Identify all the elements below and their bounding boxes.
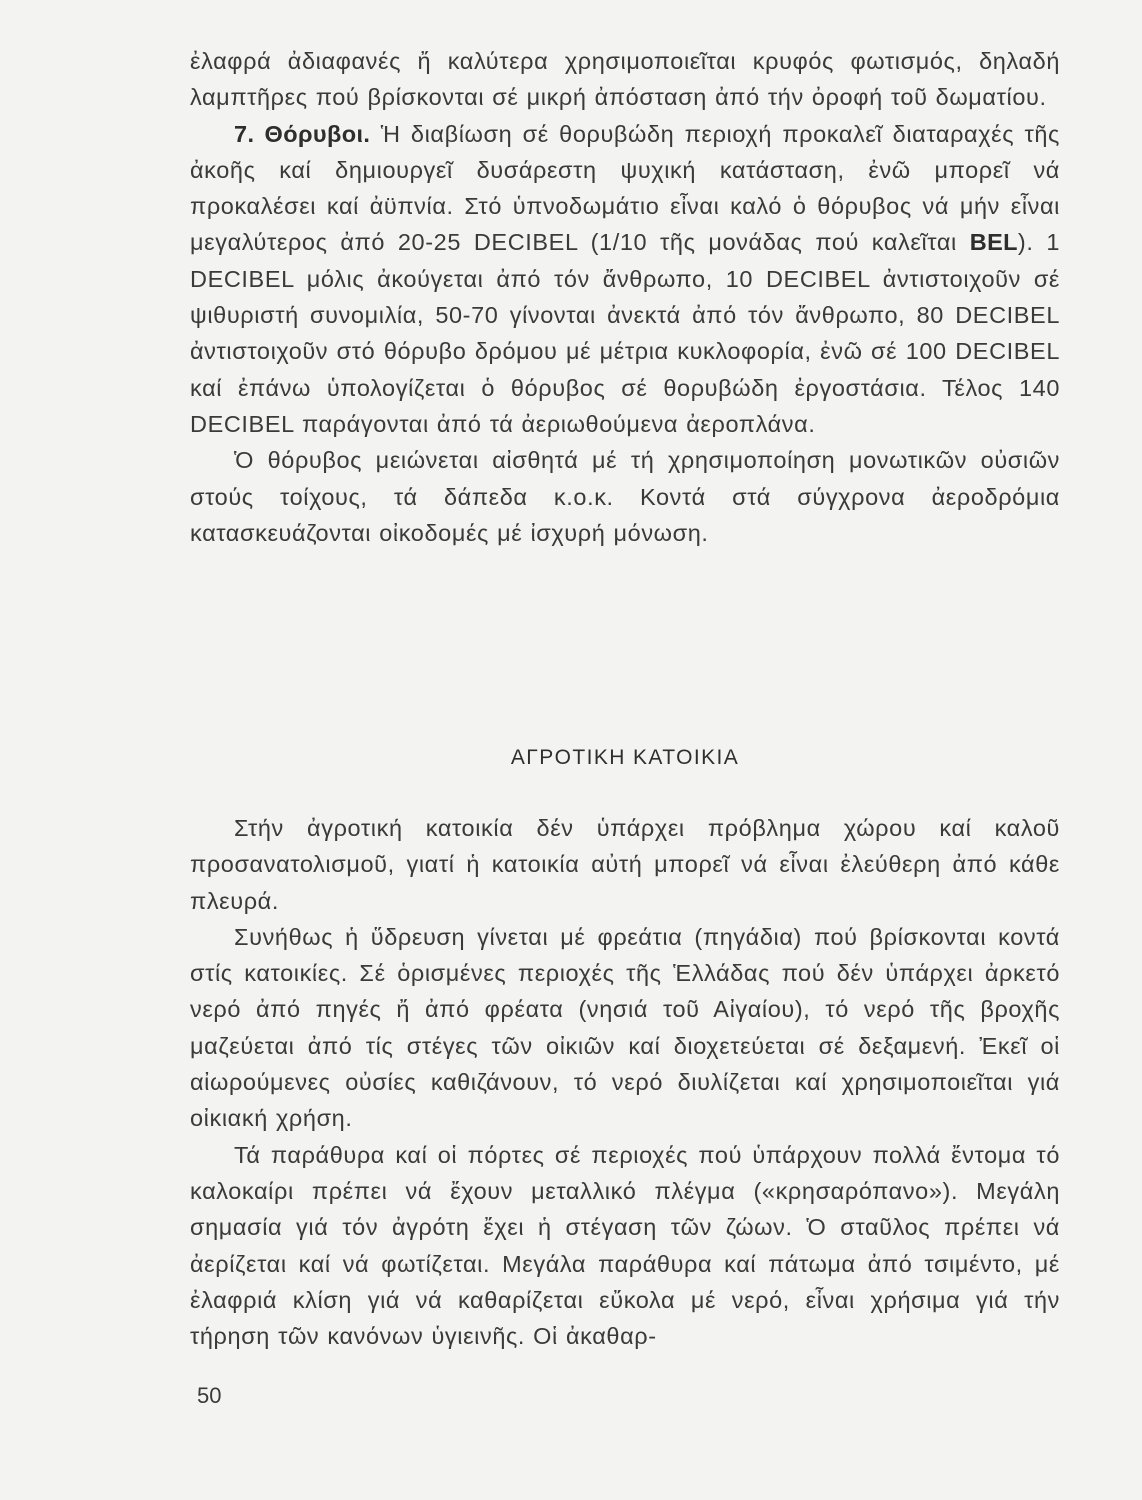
- rural-housing-section: [190, 810, 1060, 1354]
- paragraph-noise: [190, 116, 1060, 443]
- paragraph-windows-stables: Τά παράθυρα καί οἱ πόρτες σέ περιοχές πού ὑπάρχουν πολλά ἔντομα τό καλοκαίρι πρέπει νά ἔχουν μεταλλικό πλέγμα («κρησαρόπανο»). Μεγάλη σημασία γιά τόν ἀγρότη ἔχει ἡ στέγαση τῶν ζώων. Ὁ σταῦλος πρέπει νά ἀερίζεται καί νά φωτίζεται. Μεγάλα παράθυρα καί πάτωμα ἀπό τσιμέντο, μέ ἐλαφριά κλίση γιά νά καθαρίζεται εὔκολα μέ νερό, εἶναι χρήσιμα γιά τήν τήρηση τῶν κανόνων ὑγιεινῆς. Οἱ ἀκαθαρ-: [190, 1141, 1060, 1350]
- page-number: 50: [197, 1383, 222, 1408]
- paragraph-lighting-continuation: ἐλαφρά ἀδιαφανές ἤ καλύτερα χρησιμοποιεῖται κρυφός φωτισμός, δηλαδή λαμπτῆρες πού βρίσκονται σέ μικρή ἀπόσταση ἀπό τήν ὀροφή τοῦ δωματίου.: [190, 48, 1060, 111]
- section-heading: ΑΓΡΟΤΙΚΗ ΚΑΤΟΙΚΙΑ: [510, 746, 740, 769]
- top-text-section: [190, 43, 1060, 551]
- paragraph-water-supply: Συνήθως ἡ ὕδρευση γίνεται μέ φρεάτια (πηγάδια) πού βρίσκονται κοντά στίς κατοικίες. Σέ ὁρισμένες περιοχές τῆς Ἑλλάδας πού δέν ὑπάρχει ἀρκετό νερό ἀπό πηγές ἤ ἀπό φρέατα (νησιά τοῦ Αἰγαίου), τό νερό τῆς βροχῆς μαζεύεται ἀπό τίς στέγες τῶν οἰκιῶν καί διοχετεύεται σέ δεξαμενή. Ἐκεῖ οἱ αἰωρούμενες οὐσίες καθιζάνουν, τό νερό διυλίζεται καί χρησιμοποιεῖται γιά οἰκιακή χρήση.: [190, 923, 1060, 1132]
- paragraph-noise-reduction: Ὁ θόρυβος μειώνεται αἰσθητά μέ τή χρησιμοποίηση μονωτικῶν οὐσιῶν στούς τοίχους, τά δάπεδα κ.ο.κ. Κοντά στά σύγχρονα ἀεροδρόμια κατασκευάζονται οἰκοδομές μέ ἰσχυρή μόνωση.: [190, 447, 1060, 546]
- bel-unit-label: BEL: [969, 229, 1018, 256]
- noise-text-part-a: Ἡ διαβίωση σέ θορυβώδη περιοχή προκαλεῖ διαταραχές τῆς ἀκοῆς καί δημιουργεῖ δυσάρεστη ψυχική κατάσταση, ἐνῶ μπορεῖ νά προκαλέσει καί ἀϋπνία. Στό ὑπνοδωμάτιο εἶναι καλό ὁ θόρυβος νά μήν εἶναι μεγαλύτερος ἀπό 20-25 DECIBEL (1/10 τῆς μονάδας πού καλεῖται: [190, 120, 1060, 256]
- paragraph-rural-space: Στήν ἀγροτική κατοικία δέν ὑπάρχει πρόβλημα χώρου καί καλοῦ προσανατολισμοῦ, γιατί ἡ κατοικία αὐτή μπορεῖ νά εἶναι ἐλεύθερη ἀπό κάθε πλευρά.: [190, 815, 1060, 914]
- noise-text-part-b: ). 1 DECIBEL μόλις ἀκούγεται ἀπό τόν ἄνθρωπο, 10 DECIBEL ἀντιστοιχοῦν σέ ψιθυριστή συνομιλία, 50-70 γίνονται ἀνεκτά ἀπό τόν ἄνθρωπο, 80 DECIBEL ἀντιστοιχοῦν στό θόρυβο δρόμου μέ μέτρια κυκλοφορία, ἐνῶ σέ 100 DECIBEL καί ἐπάνω ὑπολογίζεται ὁ θόρυβος σέ θορυβώδη ἐργοστάσια. Τέλος 140 DECIBEL παράγονται ἀπό τά ἀεριωθούμενα ἀεροπλάνα.: [190, 229, 1060, 437]
- noise-section-label: 7. Θόρυβοι.: [234, 120, 371, 147]
